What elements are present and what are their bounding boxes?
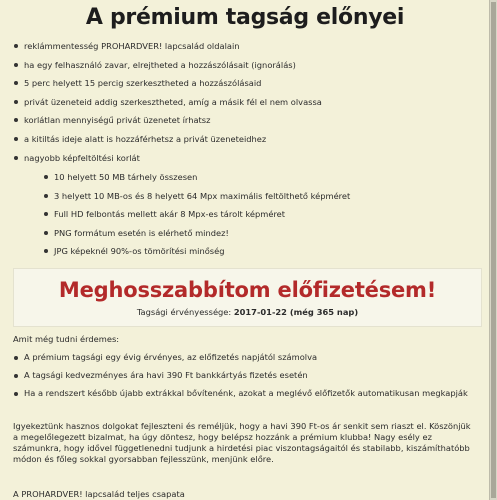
intro-text: Amit még tudni érdemes: (13, 334, 120, 344)
bullet-icon (44, 194, 48, 198)
benefits-list (24, 41, 322, 171)
list-item: 5 perc helyett 15 percig szerkesztheted a hozzászólásaid (24, 78, 322, 97)
validity-label: Tagsági érvényessége: (136, 307, 232, 317)
bullet-icon (14, 81, 18, 85)
list-item: a kitiltás ideje alatt is hozzáférhetsz a privát üzeneteidhez (24, 134, 322, 153)
scrollbar-thumb[interactable] (491, 2, 496, 498)
list-item: privát üzeneteid addig szerkesztheted, amíg a másik fél el nem olvassa (24, 97, 322, 116)
list-item: reklámmentesség PROHARDVER! lapcsalád oldalain (24, 41, 322, 60)
bullet-icon (14, 44, 18, 48)
bullet-icon (14, 392, 18, 396)
list-item: nagyobb képfeltöltési korlát (24, 153, 322, 172)
list-item: ha egy felhasználó zavar, elrejtheted a hozzászólásait (ignorálás) (24, 60, 322, 79)
list-item: JPG képeknél 90%-os tömörítési minőség (54, 246, 350, 265)
list-item: A prémium tagsági egy évig érvényes, az előfizetés napjától számolva (24, 352, 474, 363)
bullet-icon (14, 374, 18, 378)
subscription-box (13, 268, 482, 327)
bullet-icon (14, 137, 18, 141)
bullet-icon (44, 175, 48, 179)
bullet-icon (14, 63, 18, 67)
bullet-icon (14, 100, 18, 104)
list-item: A tagsági kedvezményes ára havi 390 Ft bankkártyás fizetés esetén (24, 370, 474, 381)
bullet-icon (14, 356, 18, 360)
membership-validity (14, 307, 481, 317)
bullet-icon (44, 249, 48, 253)
list-item: korlátlan mennyiségű privát üzenetet írhatsz (24, 115, 322, 134)
bullet-icon (14, 118, 18, 122)
bullet-icon (14, 156, 18, 160)
bullet-icon (44, 231, 48, 235)
page-title: A prémium tagság előnyei (85, 5, 405, 30)
list-item: Ha a rendszert később újabb extrákkal bővítenénk, azokat a meglévő előfizetők automatikusan megkapják (24, 388, 474, 399)
list-item: 10 helyett 50 MB tárhely összesen (54, 172, 350, 191)
list-item: PNG formátum esetén is elérhető mindez! (54, 228, 350, 247)
renew-subscription-link[interactable]: Meghosszabbítom előfizetésem! (58, 278, 437, 302)
signature: A PROHARDVER! lapcsalád teljes csapata (13, 489, 185, 499)
list-item: 3 helyett 10 MB-os és 8 helyett 64 Mpx maximális feltölthető képméret (54, 191, 350, 210)
bullet-icon (44, 212, 48, 216)
upload-limits-list (54, 172, 350, 265)
vertical-scrollbar[interactable] (489, 0, 497, 500)
facts-list (24, 352, 474, 406)
closing-paragraph: Igyekeztünk hasznos dolgokat fejleszteni és reméljük, hogy a havi 390 Ft-os ár senkit sem riaszt el. Köszönjük a megelőlegezett bizalmat, ha úgy döntesz, hogy belépsz hozzánk a prémium klubba! Nagy esély ez számunkra, hogy idővel függetlenedni tudjunk a hirdetési piac viszontagságaitól és stabilabb, kiszámíthatóbb módon és főleg sokkal gyorsabban fejlesszünk, menjünk előre. (13, 421, 471, 464)
validity-value: 2017-01-22 (még 365 nap) (233, 307, 359, 317)
list-item: Full HD felbontás mellett akár 8 Mpx-es tárolt képméret (54, 209, 350, 228)
